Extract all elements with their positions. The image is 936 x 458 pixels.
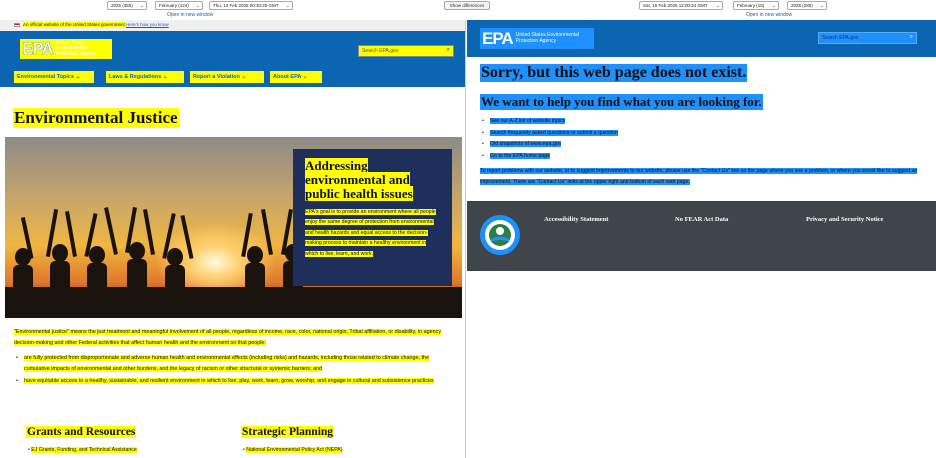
nav-label: Laws & Regulations	[109, 74, 162, 80]
chevron-down-icon: ⌄	[819, 3, 824, 9]
search-icon[interactable]: ⌕	[446, 47, 450, 53]
main-nav	[0, 67, 466, 87]
epa-logo-subtitle: United States Environmental Protection Agency	[55, 39, 97, 57]
epa-logo-mark: EPA	[482, 28, 513, 48]
error-heading: Sorry, but this web page does not exist.	[481, 64, 747, 81]
strategic-planning-heading: Strategic Planning	[242, 426, 334, 438]
grants-link-item[interactable]: • EJ Grants, Funding, and Technical Assistance	[28, 447, 137, 453]
right-month-value: February (15)	[737, 3, 765, 8]
left-year-value: 2025 (350)	[111, 3, 133, 8]
list-item-text: have equitable access to a healthy, sustainable, and resilient environment in which to live, play, work, learn, grow, worship, and engage in cultural and subsistence practices	[24, 378, 434, 384]
list-item-text: are fully protected from disproportionate and adverse human health and environmental effects (including risks) and hazards, including those related to climate change, the cumulative impacts of environmental and other burdens, and the legacy of racism or other structural or systemic barriers; and	[24, 355, 430, 372]
right-year-value: 2025 (280)	[791, 3, 813, 8]
nav-label: About EPA	[273, 74, 302, 80]
search-placeholder: Search EPA.gov	[362, 48, 399, 54]
flag-icon	[14, 23, 20, 27]
chevron-down-icon: ⌄	[195, 3, 200, 9]
nav-environmental-topics[interactable]: Environmental Topics ⌄	[14, 71, 94, 83]
epa-header	[0, 31, 466, 67]
grants-resources-heading: Grants and Resources	[27, 426, 136, 438]
nav-label: Environmental Topics	[17, 74, 75, 80]
list-item[interactable]	[480, 151, 920, 163]
left-snapshot-pane	[0, 20, 466, 458]
right-open-new-window-link[interactable]: Open in new window	[746, 12, 793, 18]
privacy-security-link[interactable]: Privacy and Security Notice	[806, 216, 884, 223]
right-snapshot-select[interactable]	[639, 1, 723, 10]
gov-banner-text: An official website of the United States government	[23, 22, 125, 27]
report-problems-text: To report problems with our website, or to suggest improvements to our website, please use the "Contact Us" link on the page where you see a problem, or where you would like to suggest an improvement. There are "Contact Us" links at the upper right and bottom of each web page.	[480, 168, 918, 185]
epa-logo-subtitle: United States Environmental Protection Agency	[515, 32, 580, 44]
left-month-value: February (124)	[159, 3, 189, 8]
site-footer	[467, 201, 936, 271]
nav-laws-regulations[interactable]: Laws & Regulations ⌄	[106, 71, 184, 83]
left-month-select[interactable]	[155, 1, 203, 10]
right-snapshot-pane	[467, 20, 936, 458]
comparison-toolbar	[0, 0, 936, 20]
home-page-link[interactable]: Go to the EPA home page	[490, 152, 550, 159]
a-z-topics-link[interactable]: See our A-Z list of website topics	[490, 118, 566, 124]
epa-logo[interactable]	[20, 39, 112, 59]
right-month-select[interactable]	[733, 1, 779, 10]
hero-text-box	[293, 149, 452, 286]
hero-banner	[5, 137, 462, 318]
left-snapshot-value: Thu, 13 Feb 2025 00:30:25 GMT	[213, 3, 279, 8]
search-input[interactable]	[818, 32, 917, 44]
left-open-new-window-link[interactable]: Open in new window	[167, 12, 214, 18]
heres-how-you-know-link[interactable]: Here's how you know	[126, 22, 169, 27]
hero-paragraph	[305, 207, 440, 259]
help-subheading: We want to help you find what you are looking for.	[481, 94, 762, 109]
accessibility-statement-link[interactable]: Accessibility Statement	[544, 216, 609, 223]
nav-report-violation[interactable]: Report a Violation ⌄	[190, 71, 264, 83]
right-year-select[interactable]	[787, 1, 827, 10]
hero-paragraph-text: EPA's goal is to provide an environment where all people enjoy the same degree of protection from environmental and health hazards and equal access to the decision-making process to maintain a healthy environment in which to live, learn, and work.	[305, 209, 436, 257]
chevron-down-icon: ⌄	[771, 3, 776, 9]
search-placeholder: Search EPA.gov	[822, 35, 859, 41]
gov-banner	[0, 20, 466, 31]
hero-heading-text: Addressing environmental and public health issues	[305, 158, 413, 201]
epa-seal-icon	[480, 215, 520, 255]
epa-logo[interactable]	[480, 28, 594, 49]
ej-bullet-list	[14, 353, 454, 389]
epa-logo-mark: EPA	[22, 39, 53, 58]
list-item	[14, 376, 454, 387]
hero-heading	[305, 159, 440, 201]
list-item[interactable]	[480, 128, 920, 140]
grants-link-text: EJ Grants, Funding, and Technical Assistance	[31, 447, 137, 453]
show-differences-button[interactable]: Show differences	[444, 1, 490, 10]
page-title: Environmental Justice	[14, 108, 178, 127]
left-year-select[interactable]	[107, 1, 147, 10]
search-input[interactable]	[358, 45, 454, 57]
old-snapshots-link[interactable]: Old snapshots of www.epa.gov	[490, 141, 562, 147]
search-icon[interactable]: ⌕	[909, 34, 913, 40]
list-item	[14, 353, 454, 374]
nav-label: Report a Violation	[193, 74, 240, 80]
help-link-list	[480, 116, 920, 162]
nav-about-epa[interactable]: About EPA ⌄	[270, 71, 322, 83]
left-snapshot-select[interactable]	[209, 1, 293, 10]
ej-definition-paragraph	[14, 327, 454, 348]
chevron-down-icon: ⌄	[139, 3, 144, 9]
chevron-down-icon: ⌄	[285, 3, 290, 9]
chevron-down-icon: ⌄	[715, 3, 720, 9]
list-item[interactable]	[480, 116, 920, 128]
faq-link[interactable]: Search frequently asked questions or submit a question	[490, 129, 618, 136]
report-problems-paragraph	[480, 166, 920, 188]
nepa-link-item[interactable]: • National Environmental Policy Act (NEPA)	[243, 447, 343, 453]
right-snapshot-value: Sat, 15 Feb 2025 12:00:24 GMT	[643, 3, 708, 8]
epa-header	[467, 20, 936, 57]
list-item[interactable]	[480, 139, 920, 151]
nepa-link-text: National Environmental Policy Act (NEPA)	[246, 447, 343, 453]
no-fear-act-link[interactable]: No FEAR Act Data	[675, 216, 729, 223]
ej-definition-text: "Environmental justice" means the just treatment and meaningful involvement of all people, regardless of income, race, color, national origin, Tribal affiliation, or disability, in agency decision-making and other Federal activities that affect human health and the environment so that people:	[14, 329, 442, 346]
